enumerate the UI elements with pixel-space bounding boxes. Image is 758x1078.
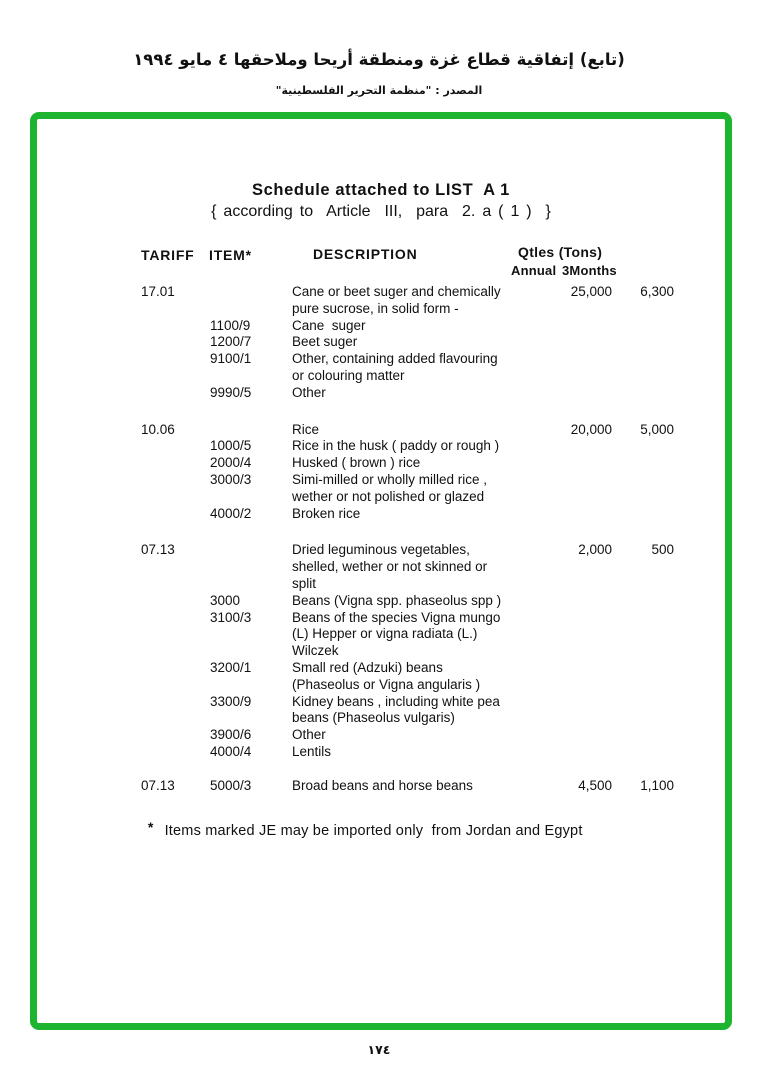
- item-code-cell: [210, 626, 292, 643]
- tariff-section: [141, 778, 674, 795]
- annual-qty-cell: 2,000: [578, 542, 612, 558]
- tariff-cell: [141, 677, 210, 694]
- tariff-cell: 17.01: [141, 284, 175, 299]
- description-cell: Cane suger: [292, 317, 366, 333]
- item-code-cell: [210, 422, 292, 439]
- table-row: [141, 610, 674, 627]
- annual-qty-cell: [556, 576, 612, 593]
- table-row: [141, 727, 674, 744]
- description-cell: shelled, wether or not skinned or: [292, 559, 488, 575]
- description-cell: Other: [292, 384, 326, 400]
- three-months-qty-cell: [612, 334, 674, 351]
- table-row: [141, 778, 674, 795]
- annual-qty-cell: [556, 301, 612, 318]
- table-row: [141, 351, 674, 368]
- description-cell: or colouring matter: [292, 367, 405, 383]
- item-code-cell: 1100/9: [210, 317, 251, 333]
- tariff-cell: [141, 610, 210, 627]
- annual-qty-cell: [556, 677, 612, 694]
- three-months-qty-cell: [612, 710, 674, 727]
- tariff-cell: [141, 727, 210, 744]
- tariff-table: [141, 284, 674, 795]
- schedule-title: Schedule attached to LIST A 1: [252, 181, 510, 199]
- tariff-cell: 07.13: [141, 777, 175, 793]
- description-cell: Rice: [292, 421, 320, 437]
- three-months-qty-cell: [612, 559, 674, 576]
- annual-qty-cell: [556, 626, 612, 643]
- table-row: [141, 643, 674, 660]
- tariff-cell: [141, 455, 210, 472]
- three-months-qty-cell: [612, 301, 674, 318]
- annual-qty-cell: [556, 694, 612, 711]
- tariff-cell: [141, 626, 210, 643]
- description-cell: split: [292, 575, 317, 591]
- column-header-tariff: TARIFF: [141, 247, 195, 263]
- three-months-qty-cell: [612, 489, 674, 506]
- annual-qty-cell: [556, 660, 612, 677]
- description-cell: Broken rice: [292, 505, 361, 521]
- tariff-cell: [141, 576, 210, 593]
- description-cell: Husked ( brown ) rice: [292, 455, 421, 471]
- column-header-three-months: 3Months: [562, 263, 617, 278]
- description-cell: pure sucrose, in solid form -: [292, 300, 459, 316]
- item-code-cell: 3000: [210, 592, 241, 608]
- table-row: [141, 301, 674, 318]
- annual-qty-cell: [556, 727, 612, 744]
- annual-qty-cell: [556, 643, 612, 660]
- annual-qty-cell: 4,500: [578, 777, 612, 793]
- tariff-section: [141, 422, 674, 523]
- annual-qty-cell: [556, 710, 612, 727]
- three-months-qty-cell: [612, 677, 674, 694]
- tariff-cell: [141, 301, 210, 318]
- table-row: [141, 489, 674, 506]
- three-months-qty-cell: [612, 506, 674, 523]
- table-row: [141, 593, 674, 610]
- tariff-section: [141, 284, 674, 402]
- annual-qty-cell: [556, 368, 612, 385]
- item-code-cell: 1200/7: [210, 334, 252, 350]
- tariff-cell: [141, 506, 210, 523]
- item-code-cell: [210, 301, 292, 318]
- column-header-description: DESCRIPTION: [313, 246, 418, 262]
- tariff-cell: [141, 489, 210, 506]
- table-row: [141, 559, 674, 576]
- item-code-cell: [210, 542, 292, 559]
- three-months-qty-cell: [612, 576, 674, 593]
- table-row: [141, 438, 674, 455]
- item-code-cell: [210, 677, 292, 694]
- annual-qty-cell: [556, 506, 612, 523]
- tariff-cell: [141, 385, 210, 402]
- table-row: [141, 455, 674, 472]
- three-months-qty-cell: [612, 455, 674, 472]
- description-cell: Cane or beet suger and chemically: [292, 284, 501, 299]
- annual-qty-cell: [556, 455, 612, 472]
- three-months-qty-cell: [612, 593, 674, 610]
- table-row: [141, 422, 674, 439]
- three-months-qty-cell: [612, 438, 674, 455]
- tariff-cell: [141, 710, 210, 727]
- tariff-cell: [141, 694, 210, 711]
- three-months-qty-cell: [612, 385, 674, 402]
- three-months-qty-cell: [612, 610, 674, 627]
- tariff-section: [141, 542, 674, 760]
- description-cell: Kidney beans , including white pea: [292, 693, 500, 709]
- arabic-source-line: المصدر : "منظمة التحرير الفلسطينية": [275, 84, 483, 97]
- annual-qty-cell: [556, 489, 612, 506]
- table-row: [141, 368, 674, 385]
- tariff-cell: [141, 318, 210, 335]
- annual-qty-cell: [556, 318, 612, 335]
- table-row: [141, 677, 674, 694]
- annual-qty-cell: 25,000: [570, 284, 612, 299]
- annual-qty-cell: [556, 334, 612, 351]
- description-cell: Rice in the husk ( paddy or rough ): [292, 438, 500, 454]
- item-code-cell: [210, 284, 292, 301]
- page-number: ١٧٤: [367, 1042, 391, 1057]
- item-code-cell: 3900/6: [210, 727, 252, 743]
- three-months-qty-cell: 1,100: [640, 777, 674, 793]
- description-cell: wether or not polished or glazed: [292, 488, 485, 504]
- three-months-qty-cell: [612, 694, 674, 711]
- three-months-qty-cell: [612, 744, 674, 761]
- item-code-cell: [210, 489, 292, 506]
- table-row: [141, 576, 674, 593]
- description-cell: beans (Phaseolus vulgaris): [292, 710, 455, 726]
- footnote-asterisk: *: [147, 819, 154, 835]
- table-row: [141, 744, 674, 761]
- item-code-cell: 2000/4: [210, 455, 252, 471]
- description-cell: Small red (Adzuki) beans: [292, 659, 443, 675]
- table-row: [141, 660, 674, 677]
- three-months-qty-cell: [612, 660, 674, 677]
- item-code-cell: 3300/9: [210, 693, 252, 709]
- three-months-qty-cell: [612, 626, 674, 643]
- table-row: [141, 318, 674, 335]
- footnote: [131, 806, 583, 855]
- description-cell: Simi-milled or wholly milled rice ,: [292, 471, 488, 487]
- description-cell: Lentils: [292, 743, 332, 759]
- item-code-cell: [210, 576, 292, 593]
- item-code-cell: 3000/3: [210, 471, 252, 487]
- three-months-qty-cell: [612, 643, 674, 660]
- description-cell: Beans of the species Vigna mungo: [292, 609, 501, 625]
- tariff-cell: [141, 368, 210, 385]
- schedule-subtitle: { according to Article III, para 2. a ( 1 ) }: [211, 203, 551, 220]
- item-code-cell: 3200/1: [210, 659, 252, 675]
- table-row: [141, 506, 674, 523]
- description-cell: Broad beans and horse beans: [292, 777, 473, 793]
- three-months-qty-cell: [612, 727, 674, 744]
- annual-qty-cell: 20,000: [570, 421, 612, 437]
- three-months-qty-cell: [612, 368, 674, 385]
- footnote-text: Items marked JE may be imported only from Jordan and Egypt: [164, 823, 583, 839]
- column-header-item: ITEM*: [209, 247, 252, 263]
- table-row: [141, 334, 674, 351]
- item-code-cell: 4000/4: [210, 743, 252, 759]
- tariff-cell: [141, 472, 210, 489]
- three-months-qty-cell: 6,300: [640, 284, 674, 299]
- table-row: [141, 472, 674, 489]
- three-months-qty-cell: [612, 351, 674, 368]
- item-code-cell: [210, 368, 292, 385]
- three-months-qty-cell: [612, 318, 674, 335]
- description-cell: Other: [292, 727, 326, 743]
- annual-qty-cell: [556, 351, 612, 368]
- item-code-cell: [210, 710, 292, 727]
- item-code-cell: 5000/3: [210, 777, 252, 793]
- table-row: [141, 694, 674, 711]
- annual-qty-cell: [556, 610, 612, 627]
- item-code-cell: 3100/3: [210, 609, 252, 625]
- item-code-cell: [210, 559, 292, 576]
- column-header-qtles-tons: Qtles (Tons): [518, 244, 603, 260]
- tariff-cell: [141, 660, 210, 677]
- three-months-qty-cell: 5,000: [640, 421, 674, 437]
- table-row: [141, 626, 674, 643]
- tariff-cell: [141, 559, 210, 576]
- tariff-cell: [141, 593, 210, 610]
- description-cell: Beans (Vigna spp. phaseolus spp ): [292, 592, 502, 608]
- description-cell: (Phaseolus or Vigna angularis ): [292, 676, 481, 692]
- description-cell: Dried leguminous vegetables,: [292, 542, 470, 558]
- table-row: [141, 284, 674, 301]
- tariff-cell: [141, 643, 210, 660]
- annual-qty-cell: [556, 593, 612, 610]
- three-months-qty-cell: 500: [651, 542, 674, 558]
- annual-qty-cell: [556, 559, 612, 576]
- item-code-cell: [210, 643, 292, 660]
- tariff-cell: [141, 351, 210, 368]
- item-code-cell: 1000/5: [210, 438, 252, 454]
- description-cell: Other, containing added flavouring: [292, 351, 498, 367]
- tariff-cell: [141, 744, 210, 761]
- annual-qty-cell: [556, 472, 612, 489]
- table-row: [141, 385, 674, 402]
- three-months-qty-cell: [612, 472, 674, 489]
- description-cell: (L) Hepper or vigna radiata (L.): [292, 626, 478, 642]
- arabic-header-line: (تابع) إتفاقية قطاع غزة ومنطقة أريحا وملاحقها ٤ مايو ١٩٩٤: [133, 50, 625, 69]
- tariff-cell: [141, 438, 210, 455]
- tariff-cell: 07.13: [141, 542, 175, 558]
- column-header-annual: Annual: [511, 263, 557, 278]
- item-code-cell: 4000/2: [210, 505, 252, 521]
- description-cell: Wilczek: [292, 643, 339, 659]
- tariff-cell: [141, 334, 210, 351]
- annual-qty-cell: [556, 744, 612, 761]
- tariff-cell: 10.06: [141, 421, 175, 437]
- table-row: [141, 710, 674, 727]
- annual-qty-cell: [556, 385, 612, 402]
- table-row: [141, 542, 674, 559]
- annual-qty-cell: [556, 438, 612, 455]
- item-code-cell: 9990/5: [210, 384, 252, 400]
- description-cell: Beet suger: [292, 334, 358, 350]
- item-code-cell: 9100/1: [210, 351, 252, 367]
